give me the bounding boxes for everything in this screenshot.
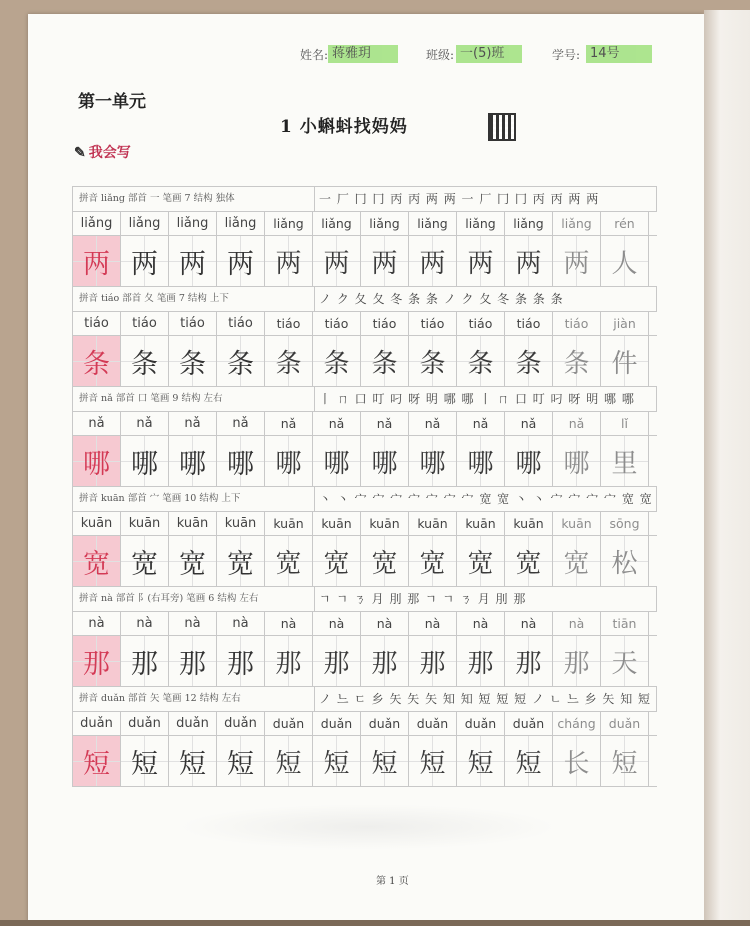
character-row: [73, 336, 657, 387]
qr-code-icon[interactable]: [488, 113, 516, 141]
character-cell: 条: [457, 336, 505, 386]
pinyin-cell: tiáo: [361, 312, 409, 335]
lesson-title: 1 小蝌蚪找妈妈: [280, 117, 408, 137]
character-cell: 那: [313, 636, 361, 686]
pinyin-row: [73, 412, 657, 436]
character-cell: 条: [121, 336, 169, 386]
character-cell: 条: [217, 336, 265, 386]
pinyin-cell: liǎng: [409, 212, 457, 235]
name-label: 姓名:: [300, 48, 329, 62]
pinyin-cell: nà: [169, 612, 217, 635]
pinyin-cell: nǎ: [313, 412, 361, 435]
pinyin-cell: kuān: [121, 512, 169, 535]
bleed-through-mark: [178, 804, 558, 850]
pinyin-cell: tiáo: [313, 312, 361, 335]
character-cell: 松: [601, 536, 649, 586]
character-cell: 条: [553, 336, 601, 386]
char-info: 拼音 duǎn 部首 矢 笔画 12 结构 左右: [73, 687, 315, 711]
character-cell: 哪: [169, 436, 217, 486]
practice-grid: [72, 186, 657, 787]
character-cell: 短: [601, 736, 649, 786]
character-cell: 那: [409, 636, 457, 686]
info-row: [73, 687, 657, 712]
pinyin-cell: kuān: [505, 512, 553, 535]
character-cell: 条: [505, 336, 553, 386]
character-row: [73, 436, 657, 487]
character-cell: 宽: [313, 536, 361, 586]
character-cell: 件: [601, 336, 649, 386]
character-row: [73, 236, 657, 287]
model-character-cell: 条: [73, 336, 121, 386]
character-cell: 短: [457, 736, 505, 786]
character-cell: 里: [601, 436, 649, 486]
pinyin-cell: tiáo: [505, 312, 553, 335]
pinyin-cell: tiáo: [265, 312, 313, 335]
page-number: 第 1 页: [376, 876, 409, 887]
character-cell: 两: [121, 236, 169, 286]
model-character-cell: 短: [73, 736, 121, 786]
character-cell: 短: [313, 736, 361, 786]
pinyin-cell: liǎng: [505, 212, 553, 235]
section-label-text: 我会写: [88, 145, 131, 161]
pinyin-cell: duǎn: [313, 712, 361, 735]
char-block: [73, 187, 657, 287]
info-row: [73, 287, 657, 312]
character-cell: 那: [553, 636, 601, 686]
character-row: [73, 636, 657, 687]
section-label: [74, 142, 131, 162]
pinyin-cell: tiáo: [409, 312, 457, 335]
character-cell: 条: [265, 336, 313, 386]
character-cell: 两: [553, 236, 601, 286]
pinyin-cell: liǎng: [553, 212, 601, 235]
character-row: [73, 536, 657, 587]
stroke-order: 丶 丶 宀 宀 宀 宀 宀 宀 宀 宽 宽 丶 丶 宀 宀 宀 宀 宽 宽: [315, 487, 657, 511]
character-cell: 两: [265, 236, 313, 286]
pinyin-cell: nǎ: [553, 412, 601, 435]
char-block: [73, 487, 657, 587]
pinyin-row: [73, 512, 657, 536]
character-cell: 那: [169, 636, 217, 686]
character-cell: 哪: [505, 436, 553, 486]
pinyin-cell: nà: [553, 612, 601, 635]
character-cell: 宽: [121, 536, 169, 586]
character-cell: 短: [217, 736, 265, 786]
character-cell: 哪: [217, 436, 265, 486]
pinyin-cell: liǎng: [361, 212, 409, 235]
pinyin-cell: liǎng: [169, 212, 217, 235]
pinyin-cell: liǎng: [265, 212, 313, 235]
character-cell: 那: [217, 636, 265, 686]
character-cell: 那: [361, 636, 409, 686]
pinyin-cell: duǎn: [505, 712, 553, 735]
character-cell: 人: [601, 236, 649, 286]
character-cell: 宽: [169, 536, 217, 586]
pinyin-cell: tiáo: [121, 312, 169, 335]
pinyin-cell: duǎn: [361, 712, 409, 735]
character-cell: 条: [361, 336, 409, 386]
pinyin-cell: kuān: [457, 512, 505, 535]
pinyin-cell: nà: [457, 612, 505, 635]
pinyin-cell: duǎn: [601, 712, 649, 735]
character-cell: 那: [505, 636, 553, 686]
pinyin-row: [73, 712, 657, 736]
pinyin-cell: kuān: [169, 512, 217, 535]
character-cell: 长: [553, 736, 601, 786]
pinyin-cell: kuān: [73, 512, 121, 535]
character-cell: 短: [121, 736, 169, 786]
pinyin-cell: nà: [313, 612, 361, 635]
character-cell: 那: [121, 636, 169, 686]
pinyin-cell: duǎn: [169, 712, 217, 735]
pinyin-cell: liǎng: [121, 212, 169, 235]
pinyin-cell: liǎng: [457, 212, 505, 235]
character-cell: 天: [601, 636, 649, 686]
pinyin-cell: nǎ: [409, 412, 457, 435]
pinyin-cell: tiáo: [169, 312, 217, 335]
character-cell: 宽: [553, 536, 601, 586]
pinyin-cell: cháng: [553, 712, 601, 735]
char-info: 拼音 liǎng 部首 一 笔画 7 结构 独体: [73, 187, 315, 211]
pinyin-cell: tiáo: [457, 312, 505, 335]
character-cell: 宽: [457, 536, 505, 586]
name-value: 蒋雅玥: [328, 45, 398, 63]
character-cell: 短: [265, 736, 313, 786]
info-row: [73, 487, 657, 512]
unit-title: 第一单元: [78, 92, 146, 112]
pinyin-cell: jiàn: [601, 312, 649, 335]
pinyin-cell: sōng: [601, 512, 649, 535]
pinyin-cell: nà: [265, 612, 313, 635]
table-edge: [0, 920, 750, 926]
character-cell: 短: [505, 736, 553, 786]
character-cell: 条: [169, 336, 217, 386]
pinyin-cell: nǎ: [121, 412, 169, 435]
character-cell: 宽: [361, 536, 409, 586]
pinyin-row: [73, 212, 657, 236]
character-cell: 宽: [505, 536, 553, 586]
character-cell: 宽: [265, 536, 313, 586]
stroke-order: 一 厂 冂 冂 丙 丙 两 两 一 厂 冂 冂 丙 丙 两 两: [315, 187, 657, 211]
character-cell: 两: [361, 236, 409, 286]
pinyin-cell: lǐ: [601, 412, 649, 435]
pinyin-cell: duǎn: [217, 712, 265, 735]
pinyin-row: [73, 312, 657, 336]
pinyin-cell: nǎ: [73, 412, 121, 435]
char-info: 拼音 nǎ 部首 口 笔画 9 结构 左右: [73, 387, 315, 411]
char-info: 拼音 nà 部首 阝(右耳旁) 笔画 6 结构 左右: [73, 587, 315, 611]
student-id-label: 学号:: [552, 48, 581, 62]
character-cell: 两: [217, 236, 265, 286]
pencil-icon: ✎: [74, 145, 86, 161]
pinyin-cell: duǎn: [409, 712, 457, 735]
pinyin-cell: nà: [121, 612, 169, 635]
page-edge: [704, 10, 750, 926]
model-character-cell: 哪: [73, 436, 121, 486]
pinyin-cell: kuān: [409, 512, 457, 535]
character-cell: 两: [505, 236, 553, 286]
character-row: [73, 736, 657, 787]
character-cell: 哪: [265, 436, 313, 486]
pinyin-cell: nà: [361, 612, 409, 635]
pinyin-cell: nǎ: [265, 412, 313, 435]
stroke-order: 丨 ㄇ 口 叮 叼 呀 明 哪 哪 丨 ㄇ 口 叮 叼 呀 明 哪 哪: [315, 387, 657, 411]
pinyin-cell: nà: [409, 612, 457, 635]
class-value: 一(5)班: [456, 45, 522, 63]
pinyin-row: [73, 612, 657, 636]
pinyin-cell: nǎ: [505, 412, 553, 435]
character-cell: 两: [169, 236, 217, 286]
pinyin-cell: nà: [73, 612, 121, 635]
info-row: [73, 387, 657, 412]
model-character-cell: 两: [73, 236, 121, 286]
pinyin-cell: duǎn: [457, 712, 505, 735]
char-block: [73, 287, 657, 387]
pinyin-cell: tiáo: [553, 312, 601, 335]
pinyin-cell: rén: [601, 212, 649, 235]
char-info: 拼音 kuān 部首 宀 笔画 10 结构 上下: [73, 487, 315, 511]
character-cell: 短: [169, 736, 217, 786]
info-row: [73, 587, 657, 612]
pinyin-cell: kuān: [361, 512, 409, 535]
pinyin-cell: duǎn: [121, 712, 169, 735]
pinyin-cell: nà: [217, 612, 265, 635]
pinyin-cell: kuān: [217, 512, 265, 535]
pinyin-cell: nǎ: [217, 412, 265, 435]
character-cell: 哪: [361, 436, 409, 486]
worksheet-page: [28, 14, 704, 924]
character-cell: 条: [409, 336, 457, 386]
character-cell: 哪: [313, 436, 361, 486]
character-cell: 两: [409, 236, 457, 286]
student-id-value: 14号: [586, 45, 652, 63]
char-block: [73, 587, 657, 687]
pinyin-cell: nǎ: [457, 412, 505, 435]
stroke-order: ノ ク 夂 夂 冬 条 条 ノ ク 夂 冬 条 条 条: [315, 287, 657, 311]
char-block: [73, 387, 657, 487]
character-cell: 短: [409, 736, 457, 786]
character-cell: 哪: [409, 436, 457, 486]
char-block: [73, 687, 657, 787]
class-label: 班级:: [426, 48, 455, 62]
character-cell: 宽: [217, 536, 265, 586]
character-cell: 条: [313, 336, 361, 386]
pinyin-cell: duǎn: [73, 712, 121, 735]
pinyin-cell: tiáo: [73, 312, 121, 335]
stroke-order: ㄱ ㄱ ㄋ 月 刖 那 ㄱ ㄱ ㄋ 月 刖 那: [315, 587, 657, 611]
pinyin-cell: tiān: [601, 612, 649, 635]
character-cell: 那: [265, 636, 313, 686]
pinyin-cell: duǎn: [265, 712, 313, 735]
pinyin-cell: liǎng: [73, 212, 121, 235]
pinyin-cell: kuān: [553, 512, 601, 535]
pinyin-cell: kuān: [313, 512, 361, 535]
pinyin-cell: liǎng: [217, 212, 265, 235]
pinyin-cell: nǎ: [169, 412, 217, 435]
character-cell: 两: [457, 236, 505, 286]
character-cell: 哪: [553, 436, 601, 486]
pinyin-cell: kuān: [265, 512, 313, 535]
info-row: [73, 187, 657, 212]
char-info: 拼音 tiáo 部首 夂 笔画 7 结构 上下: [73, 287, 315, 311]
pinyin-cell: nǎ: [361, 412, 409, 435]
pinyin-cell: tiáo: [217, 312, 265, 335]
character-cell: 两: [313, 236, 361, 286]
stroke-order: ノ 느 ㄷ 乡 矢 矢 矢 知 知 短 短 短 ノ ㄴ 느 乡 矢 知 短: [315, 687, 657, 711]
character-cell: 短: [361, 736, 409, 786]
character-cell: 宽: [409, 536, 457, 586]
pinyin-cell: liǎng: [313, 212, 361, 235]
model-character-cell: 宽: [73, 536, 121, 586]
model-character-cell: 那: [73, 636, 121, 686]
character-cell: 那: [457, 636, 505, 686]
character-cell: 哪: [121, 436, 169, 486]
pinyin-cell: nà: [505, 612, 553, 635]
character-cell: 哪: [457, 436, 505, 486]
